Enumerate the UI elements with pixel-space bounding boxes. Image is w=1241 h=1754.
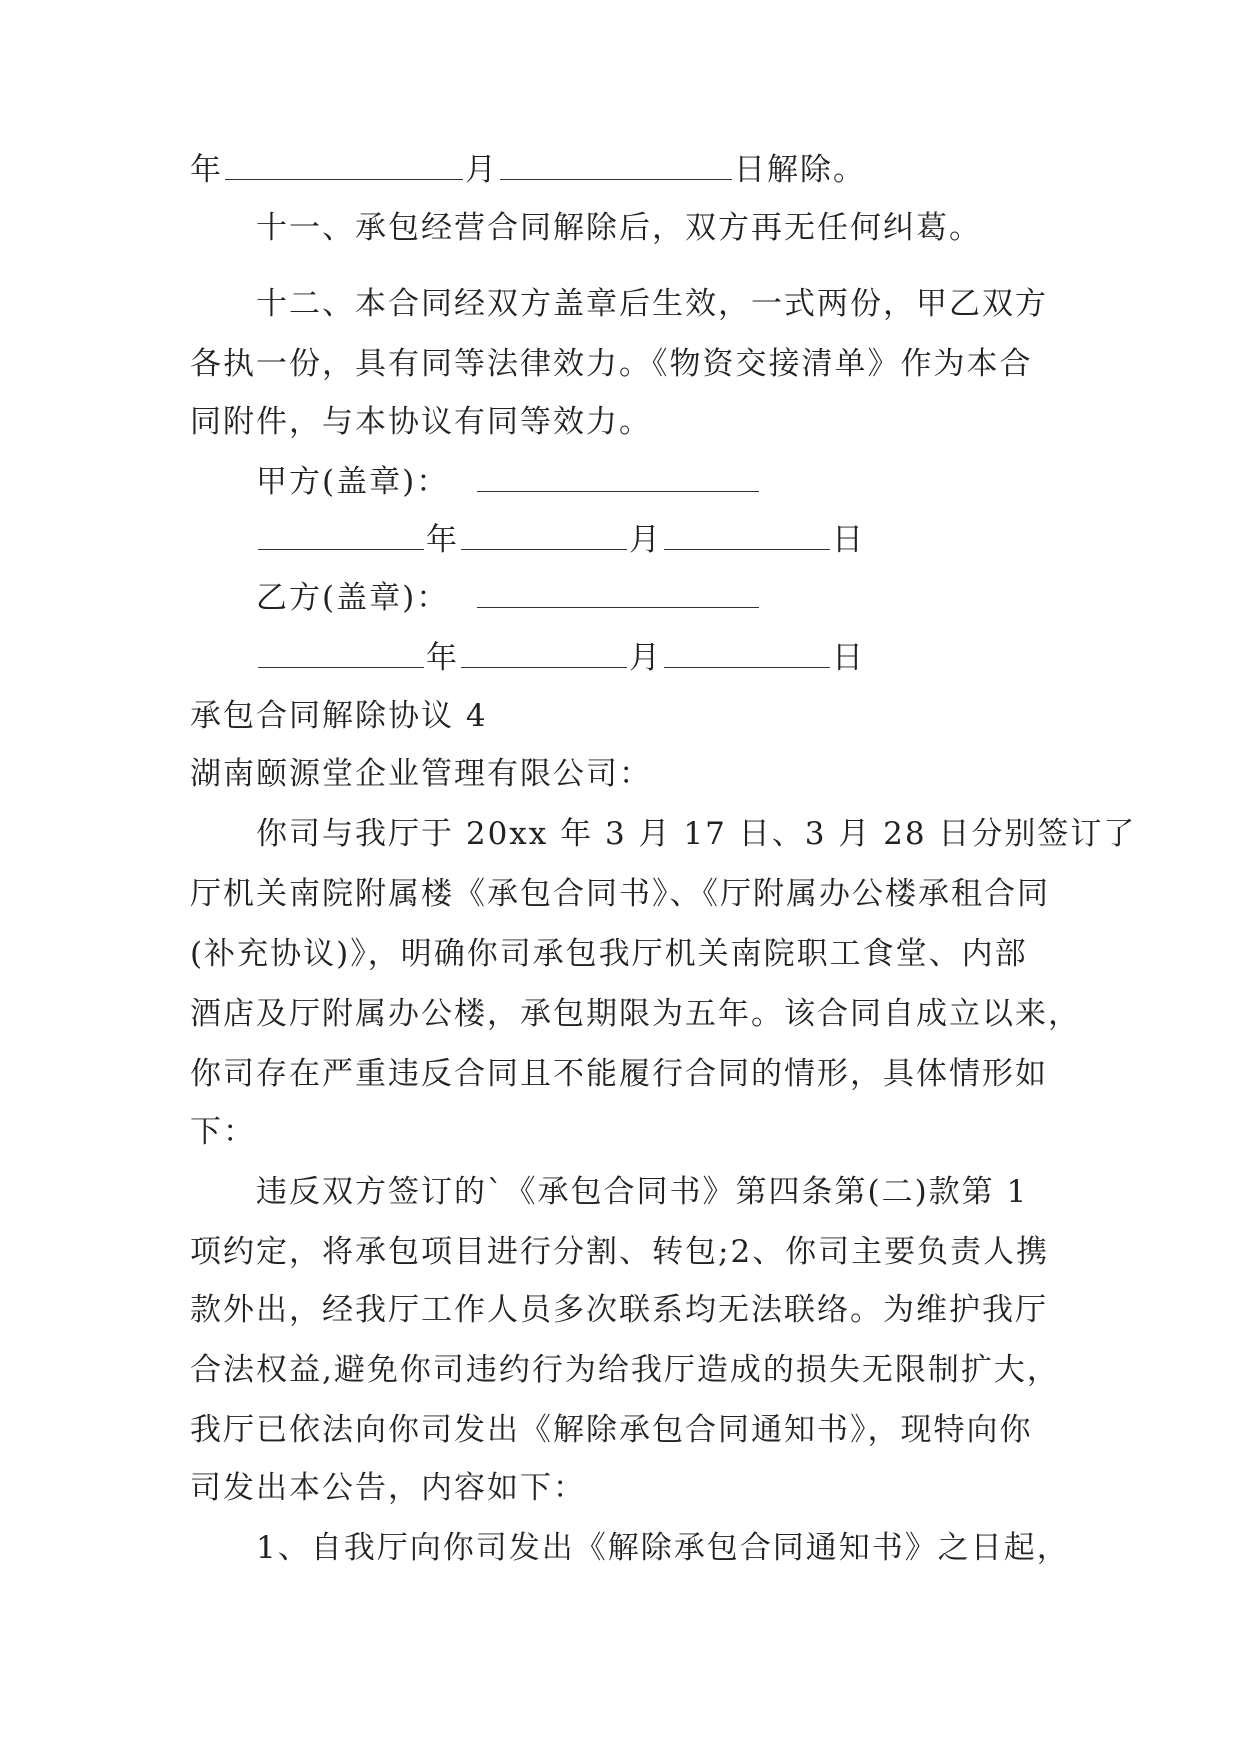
section-title: 承包合同解除协议 4	[190, 698, 488, 734]
clause-12-line-3: 同附件，与本协议有同等效力。	[190, 404, 652, 440]
party-a-day-label: 日	[832, 522, 865, 558]
party-b-signature	[256, 578, 761, 618]
party-b-month-blank	[461, 643, 627, 668]
party-a-signature	[256, 462, 761, 502]
clause-12-line-1: 十二、本合同经双方盖章后生效，一式两份，甲乙双方	[256, 286, 1048, 322]
clause-11: 十一、承包经营合同解除后，双方再无任何纠葛。	[256, 210, 982, 246]
month-label: 月	[465, 152, 498, 188]
party-b-seal-blank	[477, 583, 759, 608]
party-a-label: 甲方(盖章)：	[256, 464, 450, 500]
party-a-month-label: 月	[629, 522, 662, 558]
termination-date-line-2	[190, 150, 866, 190]
party-b-year-blank	[258, 643, 424, 668]
paragraph-2-line-2: 项约定，将承包项目进行分割、转包;2、你司主要负责人携	[190, 1234, 1050, 1270]
paragraph-1-line-4: 酒店及厅附属办公楼，承包期限为五年。该合同自成立以来，	[190, 996, 1081, 1032]
day-label: 日解除。	[734, 152, 866, 188]
paragraph-1-line-2: 厅机关南院附属楼《承包合同书》、《厅附属办公楼承租合同	[190, 876, 1050, 912]
paragraph-1-line-6: 下：	[190, 1114, 256, 1150]
party-b-day-blank	[664, 643, 830, 668]
paragraph-1-line-5: 你司存在严重违反合同且不能履行合同的情形，具体情形如	[190, 1056, 1048, 1092]
party-a-seal-blank	[477, 467, 759, 492]
paragraph-2-line-6: 司发出本公告，内容如下：	[190, 1470, 586, 1506]
party-b-date	[256, 638, 865, 678]
party-b-label: 乙方(盖章)：	[256, 580, 450, 616]
clause-12-line-2: 各执一份，具有同等法律效力。《物资交接清单》作为本合	[190, 346, 1033, 382]
year-blank	[225, 155, 463, 180]
year-label: 年	[190, 152, 223, 188]
item-1: 1、自我厅向你司发出《解除承包合同通知书》之日起，	[256, 1530, 1070, 1566]
party-b-year-label: 年	[426, 640, 459, 676]
paragraph-2-line-4: 合法权益,避免你司违约行为给我厅造成的损失无限制扩大，	[190, 1352, 1060, 1388]
party-a-year-blank	[258, 525, 424, 550]
paragraph-2-line-3: 款外出，经我厅工作人员多次联系均无法联络。为维护我厅	[190, 1292, 1048, 1328]
party-a-date	[256, 520, 865, 560]
party-a-month-blank	[461, 525, 627, 550]
party-a-year-label: 年	[426, 522, 459, 558]
party-b-day-label: 日	[832, 640, 865, 676]
paragraph-2-line-1: 违反双方签订的`《承包合同书》第四条第(二)款第 1	[256, 1174, 1029, 1210]
party-a-day-blank	[664, 525, 830, 550]
paragraph-1-line-3: (补充协议)》，明确你司承包我厅机关南院职工食堂、内部	[190, 936, 1028, 972]
month-blank	[500, 155, 732, 180]
paragraph-2-line-5: 我厅已依法向你司发出《解除承包合同通知书》，现特向你	[190, 1412, 1033, 1448]
party-b-month-label: 月	[629, 640, 662, 676]
addressee: 湖南颐源堂企业管理有限公司：	[190, 756, 652, 792]
paragraph-1-line-1: 你司与我厅于 20xx 年 3 月 17 日、3 月 28 日分别签订了	[256, 816, 1137, 852]
